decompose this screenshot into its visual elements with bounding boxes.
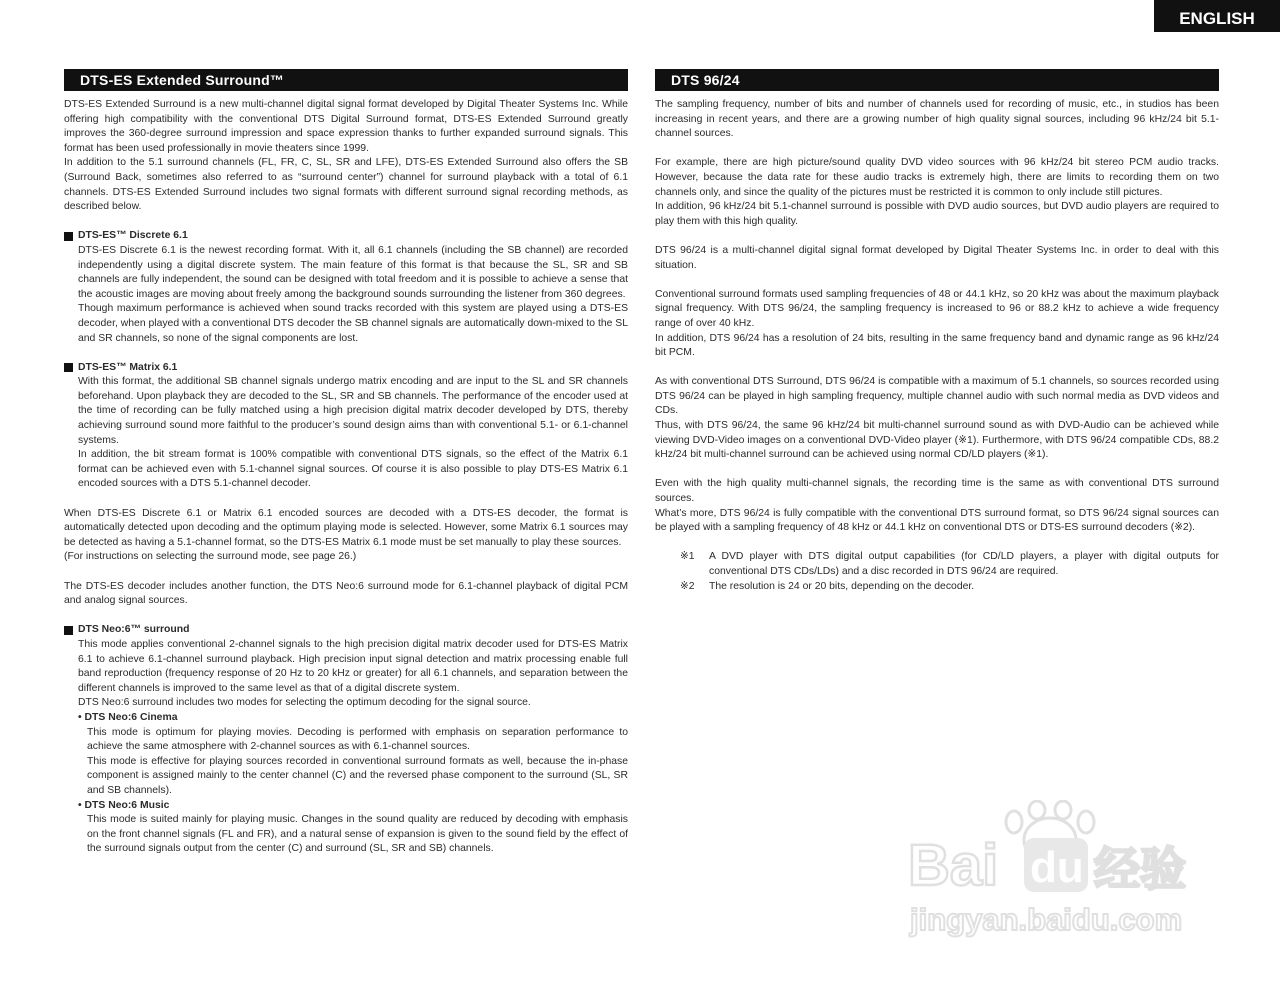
square-bullet-icon (64, 363, 73, 372)
svg-text:Bai: Bai (908, 833, 999, 898)
discrete-paragraph: DTS-ES Discrete 6.1 is the newest recording format. With it, all 6.1 channels (including the SB channel) are recorded independently using a digital discrete system. The main feature of this format is that because the SL, SR and SB channels are fully independent, the sound can be designed with total freedom and it is possible to achieve a sense that the acoustic images are moving about freely among the background sounds surrounding the listener from 360 degrees. (78, 244, 628, 300)
right-column (655, 69, 1219, 594)
discrete-paragraph: Though maximum performance is achieved when sound tracks recorded with this system are played using a DTS-ES decoder, when played with a conventional DTS decoder the SB channel signals are automatically down-mixed to the SL and SR channels, so none of the signal components are lost. (78, 303, 628, 344)
svg-text:du: du (1030, 843, 1084, 892)
section-heading-dts-es: DTS-ES Extended Surround™ (64, 69, 628, 91)
baidu-watermark-logo (906, 800, 1206, 950)
body-paragraph: Even with the high quality multi-channel signals, the recording time is the same as with conventional DTS surround sources. (655, 478, 1219, 505)
footnote (655, 550, 1219, 579)
body-paragraph: In addition, DTS 96/24 has a resolution of 24 bits, resulting in the same frequency band and dynamic range as 96 kHz/24 bit PCM. (655, 332, 1219, 359)
subsection-heading-discrete (64, 229, 628, 244)
language-tab: ENGLISH (1154, 0, 1280, 32)
neo-music-heading: • DTS Neo:6 Music (78, 799, 170, 811)
footnote-mark: ※2 (680, 580, 695, 592)
square-bullet-icon (64, 626, 73, 635)
subsection-heading-matrix (64, 361, 628, 376)
section-heading-dts-96-24: DTS 96/24 (655, 69, 1219, 91)
body-paragraph: In addition, 96 kHz/24 bit 5.1-channel surround is possible with DVD audio sources, but DVD audio players are required to play them with this high quality. (655, 201, 1219, 227)
left-column (64, 69, 628, 857)
neo-music-paragraph: This mode is suited mainly for playing music. Changes in the sound quality are reduced by decoding with emphasis on the front channel signals (FL and FR), and a natural sense of expansion is given to the sound field by the effect of the surround signals output from the center (C) and surround (SL, SR and SB) channels. (87, 814, 628, 855)
neo-cinema-paragraph: This mode is effective for playing sources recorded in conventional surround formats as well, because the in-phase component is assigned mainly to the center channel (C) and the reversed phase component to the surround (SL, SR and SB channels). (87, 755, 628, 796)
subsection-heading-neo6 (64, 623, 628, 638)
neo-paragraph: This mode applies conventional 2-channel signals to the high precision digital matrix decoder used for DTS-ES Matrix 6.1 to achieve 6.1-channel surround playback. High precision input signal detection and matrix processing enable full band reproduction (frequency response of 20 Hz to 20 kHz or greater) for all 6.1 channels, and separation between the different channels is improved to the same level as that of a digital discrete system. (78, 638, 628, 694)
neo-intro-paragraph: The DTS-ES decoder includes another function, the DTS Neo:6 surround mode for 6.1-channel playback of digital PCM and analog signal sources. (64, 580, 628, 607)
body-paragraph: For example, there are high picture/sound quality DVD video sources with 96 kHz/24 bit stereo PCM audio tracks. However, because the data rate for these audio tracks is extremely high, there are limits to recording them on two channels only, and since the quality of the pictures must be restricted it is common to only include still pictures. (655, 157, 1219, 198)
body-paragraph: As with conventional DTS Surround, DTS 96/24 is compatible with a maximum of 5.1 channels, so sources recorded using DTS 96/24 can be played in high sampling frequency, multiple channel audio with such normal media as DVD videos and CDs. (655, 376, 1219, 417)
footnote (655, 580, 1219, 595)
intro-paragraph: DTS-ES Extended Surround is a new multi-channel digital signal format developed by Digital Theater Systems Inc. While offering high compatibility with the conventional DTS Digital Surround format, DTS-ES Extended Surround greatly improves the 360-degree surround impression and space expression thanks to further expanded surround signals. This format has been used professionally in movie theaters since 1999. (64, 99, 628, 154)
body-paragraph: DTS 96/24 is a multi-channel digital signal format developed by Digital Theater Systems Inc. in order to deal with this situation. (655, 244, 1219, 271)
subsection-title: DTS Neo:6™ surround (78, 624, 190, 636)
body-paragraph: Conventional surround formats used sampling frequencies of 48 or 44.1 kHz, so 20 kHz was about the maximum playback signal frequency. With DTS 96/24, the sampling frequency is increased to 96 or 88.2 kHz to achieve a wide frequency range of over 40 kHz. (655, 288, 1219, 329)
detect-paragraph: When DTS-ES Discrete 6.1 or Matrix 6.1 encoded sources are decoded with a DTS-ES decoder, the format is automatically detected upon decoding and the optimum playing mode is selected. However, some Matrix 6.1 sources may be detected as having a 5.1-channel format, so the DTS-ES Matrix 6.1 mode must be set manually to play these sources. (64, 507, 628, 548)
intro-paragraph: In addition to the 5.1 surround channels (FL, FR, C, SL, SR and LFE), DTS-ES Extended Surround also offers the SB (Surround Back, sometimes also referred to as “surround center”) channel for surround playback with a total of 6.1 channels. DTS-ES Extended Surround includes two signal formats with different surround signal recording methods, as described below. (64, 157, 628, 213)
matrix-paragraph: With this format, the additional SB channel signals undergo matrix encoding and are input to the SL and SR channels beforehand. Upon playback they are decoded to the SL, SR and SB channels. The performance of the encoder used at the time of recording can be fully matched using a high precision digital matrix decoder developed by DTS, thereby achieving surround sound more faithful to the producer’s sound design aims than with conventional 5.1- or 6.1-channel systems. (78, 376, 628, 446)
subsection-title: DTS-ES™ Matrix 6.1 (78, 361, 178, 373)
subsection-title: DTS-ES™ Discrete 6.1 (78, 230, 188, 242)
watermark-url: jingyan.baidu.com (910, 902, 1183, 937)
footnote-mark: ※1 (680, 551, 695, 563)
neo-cinema-heading: • DTS Neo:6 Cinema (78, 711, 178, 723)
detect-paragraph: (For instructions on selecting the surround mode, see page 26.) (64, 551, 357, 563)
footnote-text: The resolution is 24 or 20 bits, depending on the decoder. (709, 580, 975, 592)
body-paragraph: The sampling frequency, number of bits and number of channels used for recording of music, etc., in studios has been increasing in recent years, and there are a growing number of high quality signal sources, including 96 kHz/24 bit 5.1-channel sources. (655, 99, 1219, 140)
footnote-text: A DVD player with DTS digital output capabilities (for CD/LD players, a player with digital outputs for conventional DTS CDs/LDs) and a disc recorded in DTS 96/24 are required. (709, 551, 1219, 577)
body-paragraph: Thus, with DTS 96/24, the same 96 kHz/24 bit multi-channel surround sound as with DVD-Audio can be achieved while viewing DVD-Video images on a conventional DVD-Video player (※1). Furthermore, with DTS 96/24 compatible CDs, 88.2 kHz/24 bit multi-channel surround can be achieved using normal CD/LD players (※1). (655, 420, 1219, 461)
matrix-paragraph: In addition, the bit stream format is 100% compatible with conventional DTS signals, so the effect of the Matrix 6.1 format can be achieved even with 5.1-channel signal sources. Of course it is also possible to play DTS-ES Matrix 6.1 encoded sources with a DTS 5.1-channel decoder. (78, 449, 628, 490)
neo-paragraph: DTS Neo:6 surround includes two modes for selecting the optimum decoding for the signal source. (78, 697, 531, 709)
svg-text:经验: 经验 (1094, 842, 1186, 896)
neo-cinema-paragraph: This mode is optimum for playing movies. Decoding is performed with emphasis on separation performance to achieve the same atmosphere with 2-channel sources as with 6.1-channel sources. (87, 726, 628, 753)
square-bullet-icon (64, 232, 73, 241)
body-paragraph: What’s more, DTS 96/24 is fully compatible with the conventional DTS surround format, so DTS 96/24 signal sources can be played with a sampling frequency of 48 kHz or 44.1 kHz on conventional DTS or DTS-ES surround decoders (※2). (655, 507, 1219, 534)
